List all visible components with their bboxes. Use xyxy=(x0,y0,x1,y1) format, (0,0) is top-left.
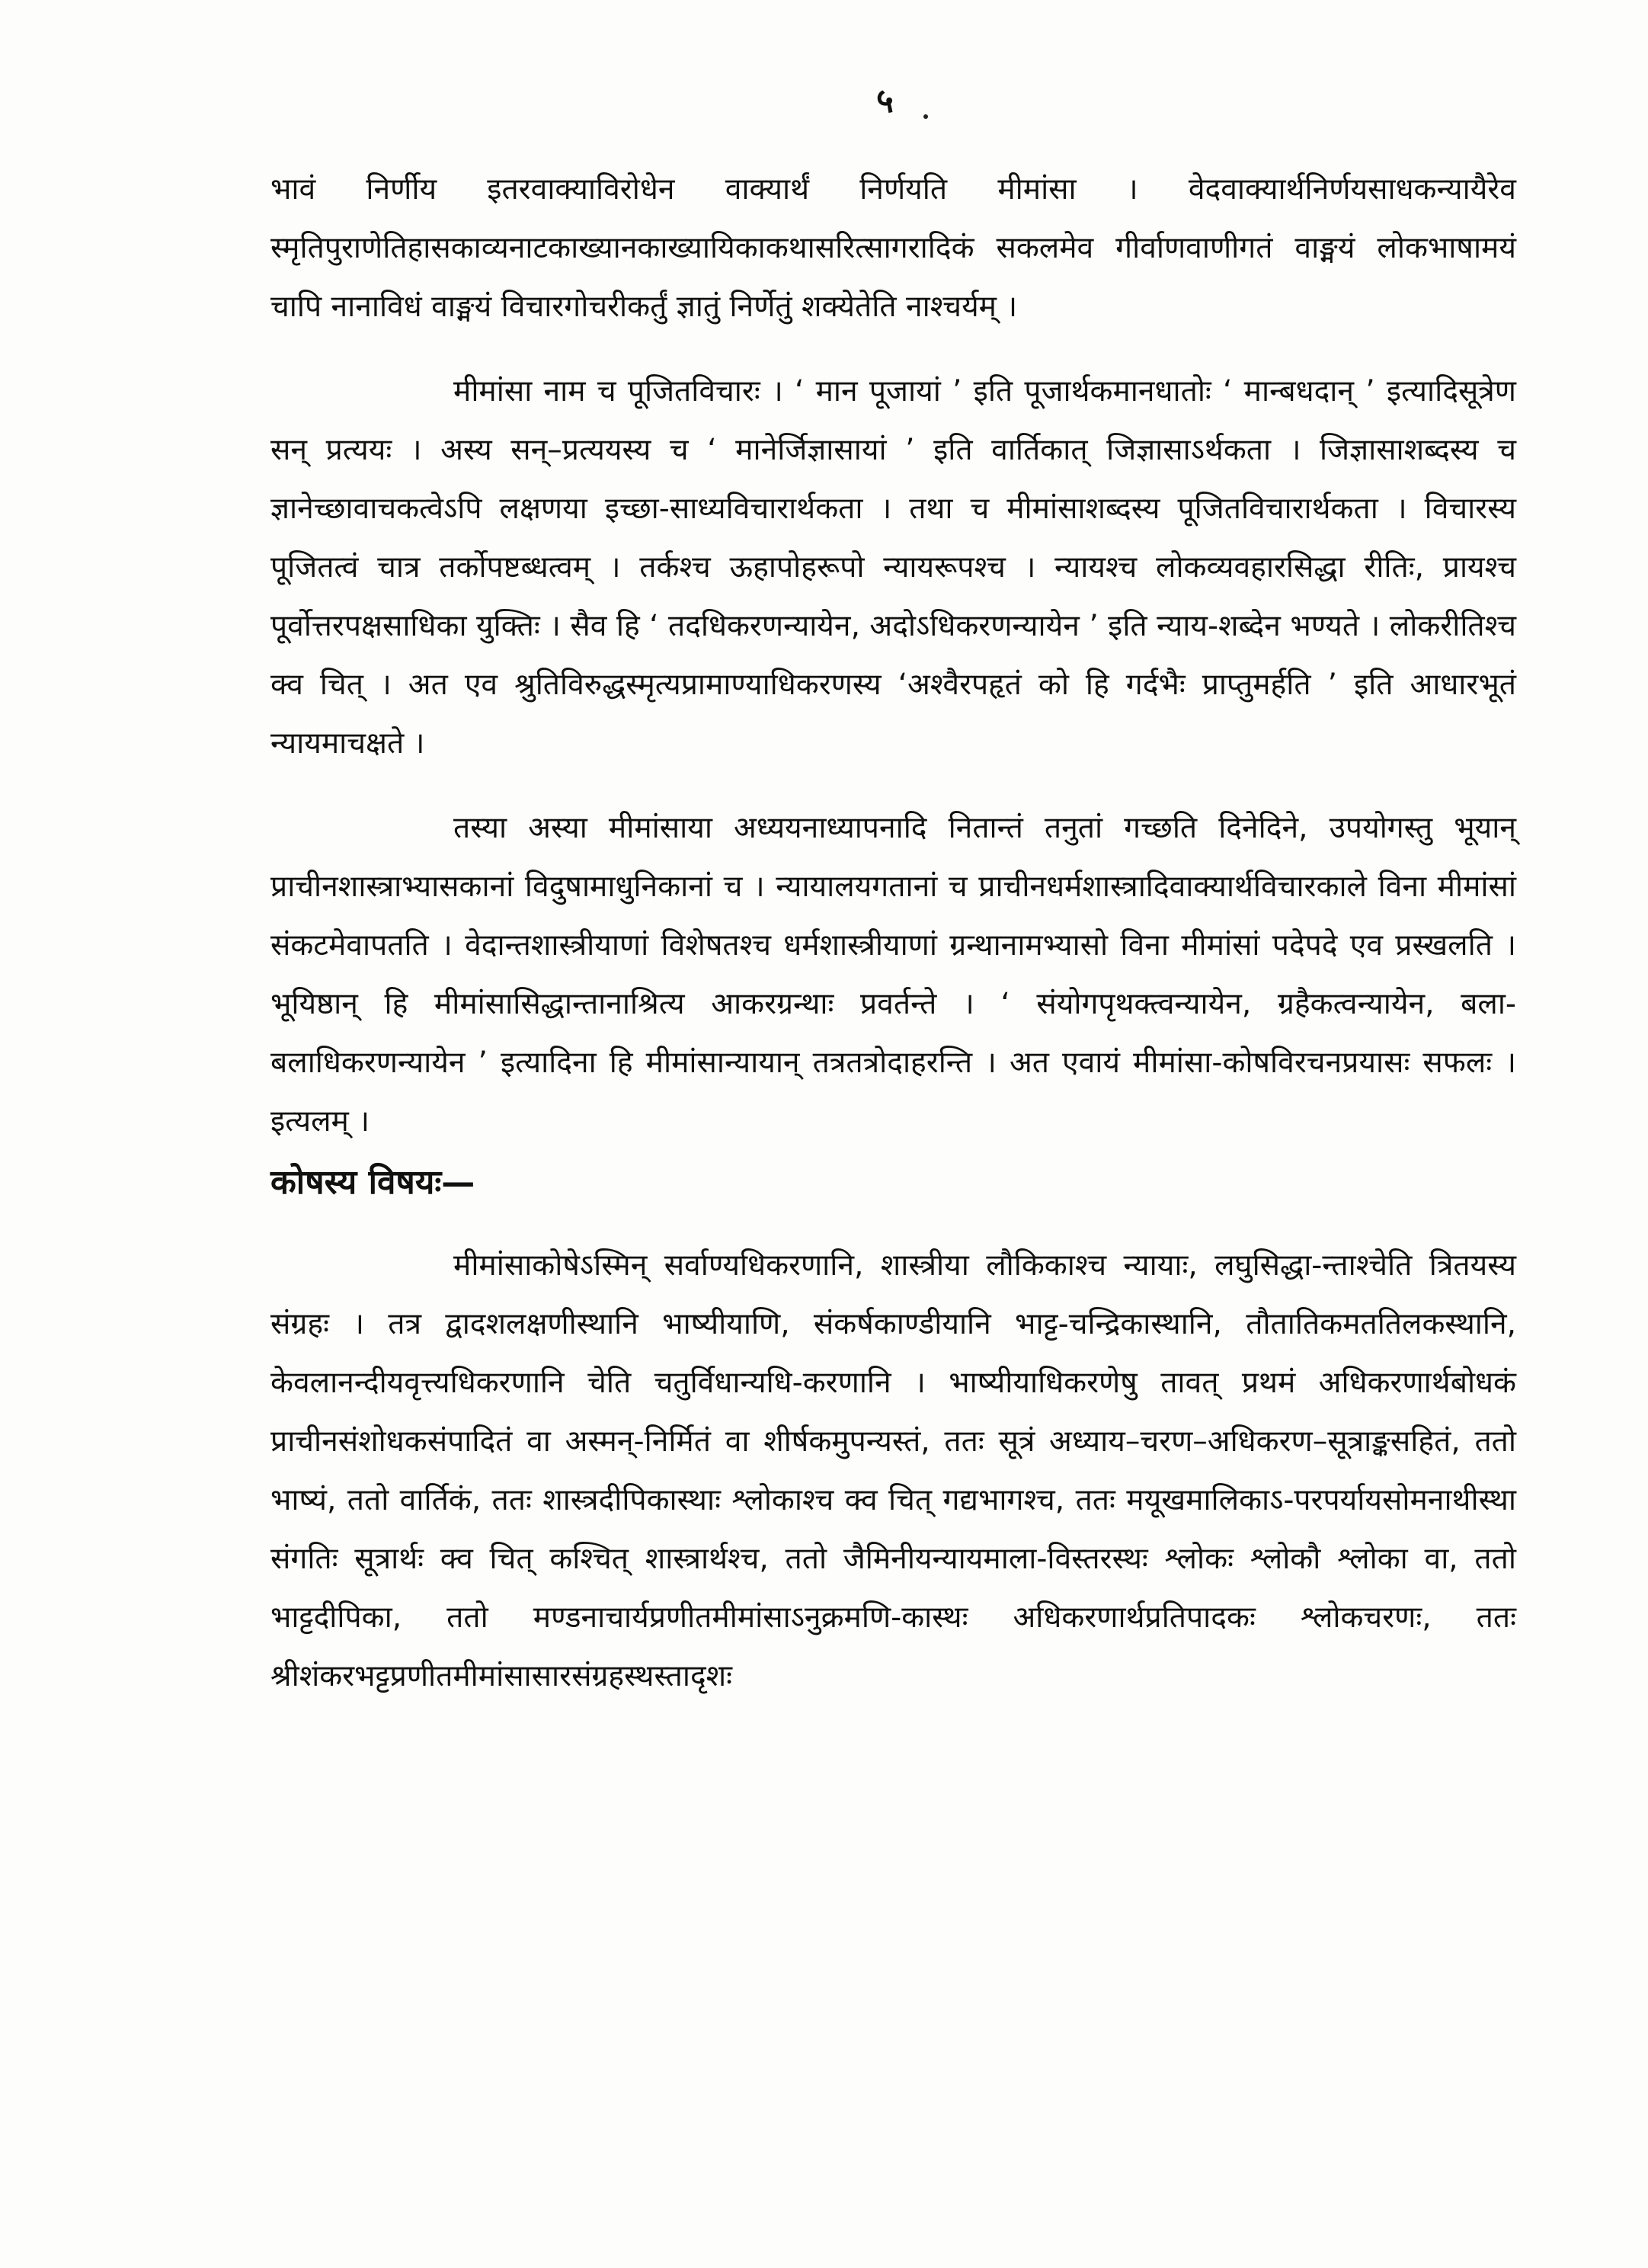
paragraph-1: भावं निर्णीय इतरवाक्याविरोधेन वाक्यार्थं निर्णयति मीमांसा । वेदवाक्यार्थनिर्णयसाधकन्यायैरेव स्मृतिपुराणेतिहासकाव्यनाटकाख्यानकाख्यायिकाकथासरित्सागरादिकं सकलमेव गीर्वाणवाणीगतं वाङ्मयं लोकभाषामयं चापि नानाविधं वाङ्मयं विचारगोचरीकर्तुं ज्ञातुं निर्णेतुं शक्येतेति नाश्चर्यम् । xyxy=(270,172,1516,324)
page-number: ५ xyxy=(876,82,894,120)
section-paragraph: मीमांसाकोषेऽस्मिन् सर्वाण्यधिकरणानि, शास्त्रीया लौकिकाश्च न्यायाः, लघुसिद्धा-न्ताश्चेति त्रितयस्य संग्रहः । तत्र द्वादशलक्षणीस्थानि भाष्यीयाणि, संकर्षकाण्डीयानि भाट्ट-चन्द्रिकास्थानि, तौतातिकमततिलकस्थानि, केवलानन्दीयवृत्त्यधिकरणानि चेति चतुर्विधान्यधि-करणानि । भाष्यीयाधिकरणेषु तावत् प्रथमं अधिकरणार्थबोधकं प्राचीनसंशोधकसंपादितं वा अस्मन्-निर्मितं वा शीर्षकमुपन्यस्तं, ततः सूत्रं अध्याय–चरण–अधिकरण–सूत्राङ्कसहितं, ततो भाष्यं, ततो वार्तिकं, ततः शास्त्रदीपिकास्थाः श्लोकाश्च क्व चित् गद्यभागश्च, ततः मयूखमालिकाऽ-परपर्यायसोमनाथीस्था संगतिः सूत्रार्थः क्व चित् कश्चित् शास्त्रार्थश्च, ततो जैमिनीयन्यायमाला-विस्तरस्थः श्लोकः श्लोकौ श्लोका वा, ततो भाट्टदीपिका, ततो मण्डनाचार्यप्रणीतमीमांसाऽनुक्रमणि-कास्थः अधिकरणार्थप्रतिपादकः श्लोकचरणः, ततः श्रीशंकरभट्टप्रणीतमीमांसासारसंग्रहस्थस्तादृशः xyxy=(270,1248,1516,1693)
section-heading: कोषस्य विषयः— xyxy=(270,1163,475,1202)
print-speck xyxy=(923,114,928,119)
paragraph-3: तस्या अस्या मीमांसाया अध्ययनाध्यापनादि नितान्तं तनुतां गच्छति दिनेदिने, उपयोगस्तु भूयान् प्राचीनशास्त्राभ्यासकानां विदुषामाधुनिकानां च । न्यायालयगतानां च प्राचीनधर्मशास्त्रादिवाक्यार्थविचारकाले विना मीमांसां संकटमेवापतति । वेदान्तशास्त्रीयाणां विशेषतश्च धर्मशास्त्रीयाणां ग्रन्थानामभ्यासो विना मीमांसां पदेपदे एव प्रस्खलति । भूयिष्ठान् हि मीमांसासिद्धान्तानाश्रित्य आकरग्रन्थाः प्रवर्तन्ते । ‘ संयोगपृथक्त्वन्यायेन, ग्रहैकत्वन्यायेन, बला-बलाधिकरणन्यायेन ’ इत्यादिना हि मीमांसान्यायान् तत्रतत्रोदाहरन्ति । अत एवायं मीमांसा-कोषविरचनप्रयासः सफलः । इत्यलम् । xyxy=(270,811,1516,1139)
page-body xyxy=(270,160,1516,1706)
paragraph-2: मीमांसा नाम च पूजितविचारः । ‘ मान पूजायां ’ इति पूजार्थकमानधातोः ‘ मान्बधदान् ’ इत्यादिसूत्रेण सन् प्रत्ययः । अस्य सन्–प्रत्ययस्य च ‘ मानेर्जिज्ञासायां ’ इति वार्तिकात् जिज्ञासाऽर्थकता । जिज्ञासाशब्दस्य च ज्ञानेच्छावाचकत्वेऽपि लक्षणया इच्छा-साध्यविचारार्थकता । तथा च मीमांसाशब्दस्य पूजितविचारार्थकता । विचारस्य पूजितत्वं चात्र तर्कोपष्टब्धत्वम् । तर्कश्च ऊहापोहरूपो न्यायरूपश्च । न्यायश्च लोकव्यवहारसिद्धा रीतिः, प्रायश्च पूर्वोत्तरपक्षसाधिका युक्तिः । सैव हि ‘ तदधिकरणन्यायेन, अदोऽधिकरणन्यायेन ’ इति न्याय-शब्देन भण्यते । लोकरीतिश्च क्व चित् । अत एव श्रुतिविरुद्धस्मृत्यप्रामाण्याधिकरणस्य ‘अश्वैरपहृतं को हि गर्दभैः प्राप्तुमर्हति ’ इति आधारभूतं न्यायमाचक्षते । xyxy=(270,374,1516,761)
